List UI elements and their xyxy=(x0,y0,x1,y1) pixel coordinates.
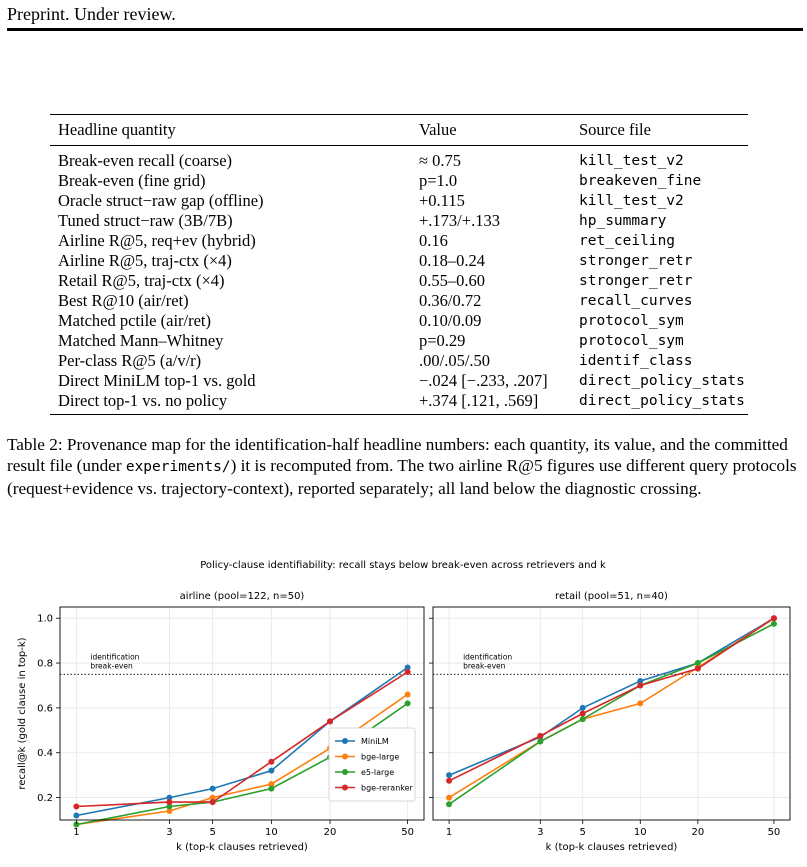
data-point-e5-large xyxy=(771,621,777,627)
data-point-bge-reranker xyxy=(637,682,643,688)
table-row xyxy=(50,146,748,172)
y-tick-label: 0.8 xyxy=(37,658,53,670)
data-point-bge-reranker xyxy=(327,718,333,724)
table-caption xyxy=(7,434,803,499)
panel-title: airline (pool=122, n=50) xyxy=(179,591,305,602)
data-point-bge-reranker xyxy=(210,799,216,805)
table-row xyxy=(50,371,748,391)
row-source: kill_test_v2 xyxy=(579,153,684,169)
row-quantity: Tuned struct−raw (3B/7B) xyxy=(58,211,233,230)
row-quantity: Direct top-1 vs. no policy xyxy=(50,391,419,415)
table-row xyxy=(50,271,748,291)
break-even-label: break-even xyxy=(463,661,506,671)
data-point-MiniLM xyxy=(580,705,586,711)
row-quantity: Oracle struct−raw gap (offline) xyxy=(58,191,264,210)
caption-text-2: ) it is recomputed from. The two airline R@5 figures use different query protocols (request+evidence vs. trajectory-context), reported separately; all land below the diagnostic crossing. xyxy=(7,456,797,498)
row-value: 0.16 xyxy=(419,231,448,250)
x-axis-label: k (top-k clauses retrieved) xyxy=(176,842,308,853)
provenance-table xyxy=(50,114,748,415)
x-tick-label: 20 xyxy=(323,827,337,838)
x-tick-label: 10 xyxy=(633,827,647,838)
row-source: protocol_sym xyxy=(579,313,684,329)
row-quantity: Break-even (fine grid) xyxy=(58,171,206,190)
series-line-MiniLM xyxy=(449,618,774,775)
data-point-MiniLM xyxy=(268,768,274,774)
y-tick-label: 0.6 xyxy=(37,703,53,715)
table-row xyxy=(50,231,748,251)
legend-marker-MiniLM xyxy=(342,738,348,744)
row-quantity: Direct MiniLM top-1 vs. gold xyxy=(58,371,256,390)
data-point-e5-large xyxy=(268,786,274,792)
legend-marker-bge-reranker xyxy=(342,785,348,791)
legend-label-MiniLM: MiniLM xyxy=(361,737,389,746)
x-tick-label: 3 xyxy=(537,827,544,838)
row-source: kill_test_v2 xyxy=(579,193,684,209)
data-point-e5-large xyxy=(580,716,586,722)
table-row xyxy=(50,291,748,311)
data-point-bge-reranker xyxy=(695,666,701,672)
row-value: 0.10/0.09 xyxy=(419,311,482,330)
data-point-bge-reranker xyxy=(166,799,172,805)
column-header-quantity: Headline quantity xyxy=(50,115,419,146)
x-tick-label: 5 xyxy=(579,827,586,838)
table-row xyxy=(50,251,748,271)
row-value: 0.18–0.24 xyxy=(419,251,485,270)
data-point-bge-reranker xyxy=(580,711,586,717)
x-tick-label: 3 xyxy=(166,827,173,838)
legend-marker-bge-large xyxy=(342,754,348,760)
legend-label-bge-large: bge-large xyxy=(361,752,400,762)
row-value: −.024 [−.233, .207] xyxy=(419,371,548,390)
row-source: ret_ceiling xyxy=(579,233,676,249)
row-quantity: Best R@10 (air/ret) xyxy=(58,291,189,310)
data-point-bge-reranker xyxy=(537,733,543,739)
row-quantity: Break-even recall (coarse) xyxy=(58,151,233,170)
data-point-MiniLM xyxy=(446,772,452,778)
row-source: breakeven_fine xyxy=(579,173,702,189)
row-value: +.374 [.121, .569] xyxy=(419,391,579,415)
data-point-bge-large xyxy=(405,691,411,697)
row-value: p=1.0 xyxy=(419,171,458,190)
table-row xyxy=(50,331,748,351)
legend-label-e5-large: e5-large xyxy=(361,768,395,777)
x-tick-label: 20 xyxy=(691,827,705,838)
row-source: identif_class xyxy=(579,353,693,369)
data-point-e5-large xyxy=(446,801,452,807)
break-even-label: identification xyxy=(463,652,513,662)
data-point-bge-large xyxy=(446,795,452,801)
data-point-e5-large xyxy=(537,739,543,745)
row-value: p=0.29 xyxy=(419,331,466,350)
caption-text-1: Table 2: Provenance map for the identification-half headline numbers: each quantity, its value, and the committed result file (under xyxy=(7,435,788,475)
x-tick-label: 50 xyxy=(401,827,414,838)
data-point-e5-large xyxy=(405,700,411,706)
data-point-bge-large xyxy=(637,700,643,706)
x-tick-label: 1 xyxy=(445,827,453,838)
data-point-e5-large xyxy=(695,660,701,666)
column-header-value: Value xyxy=(419,115,579,146)
x-tick-label: 10 xyxy=(264,827,278,838)
table-row xyxy=(50,311,748,331)
x-tick-label: 5 xyxy=(209,827,216,838)
row-quantity: Airline R@5, req+ev (hybrid) xyxy=(58,231,256,250)
running-header: Preprint. Under review. xyxy=(7,4,176,24)
row-source: hp_summary xyxy=(579,213,667,229)
header-rule xyxy=(7,28,803,31)
row-source: direct_policy_stats xyxy=(579,391,748,415)
series-line-bge-reranker xyxy=(449,618,774,781)
table-row xyxy=(50,211,748,231)
data-point-bge-reranker xyxy=(405,669,411,675)
x-tick-label: 1 xyxy=(73,827,80,838)
legend-label-bge-reranker: bge-reranker xyxy=(361,783,413,793)
data-point-bge-reranker xyxy=(268,759,274,765)
row-value: +0.115 xyxy=(419,191,465,210)
row-source: protocol_sym xyxy=(579,333,684,349)
table-body xyxy=(50,146,748,415)
x-axis-label: k (top-k clauses retrieved) xyxy=(545,842,678,853)
table-row xyxy=(50,391,748,415)
row-source: stronger_retr xyxy=(579,253,693,269)
y-tick-label: 1.0 xyxy=(37,613,53,625)
table-row xyxy=(50,191,748,211)
legend-marker-e5-large xyxy=(342,769,348,775)
y-axis-label: recall@k (gold clause in top-k) xyxy=(17,637,28,790)
row-value: +.173/+.133 xyxy=(419,211,500,230)
row-value: ≈ 0.75 xyxy=(419,151,462,170)
caption-code: experiments/ xyxy=(125,459,231,475)
y-tick-label: 0.2 xyxy=(37,793,53,805)
break-even-label: break-even xyxy=(90,661,133,671)
data-point-MiniLM xyxy=(210,786,216,792)
data-point-bge-reranker xyxy=(73,804,79,810)
figure-title: Policy-clause identifiability: recall stays below break-even across retrievers and k xyxy=(200,560,606,571)
data-point-bge-reranker xyxy=(771,615,777,621)
row-source: stronger_retr xyxy=(579,273,693,289)
data-point-MiniLM xyxy=(73,813,79,819)
row-quantity: Retail R@5, traj-ctx (×4) xyxy=(58,271,225,290)
panel-title: retail (pool=51, n=40) xyxy=(555,591,668,602)
row-value: .00/.05/.50 xyxy=(419,351,491,370)
row-value: 0.36/0.72 xyxy=(419,291,482,310)
recall-figure xyxy=(0,550,807,867)
data-point-bge-reranker xyxy=(446,778,452,784)
axes-frame xyxy=(433,607,790,820)
row-quantity: Per-class R@5 (a/v/r) xyxy=(58,351,202,370)
column-header-source: Source file xyxy=(579,115,748,146)
table-row xyxy=(50,171,748,191)
row-quantity: Matched Mann–Whitney xyxy=(58,331,224,350)
row-value: 0.55–0.60 xyxy=(419,271,485,290)
table-row xyxy=(50,351,748,371)
row-source: direct_policy_stats xyxy=(579,373,745,389)
x-tick-label: 50 xyxy=(767,827,781,838)
row-quantity: Matched pctile (air/ret) xyxy=(58,311,212,330)
y-tick-label: 0.4 xyxy=(37,748,53,760)
break-even-label: identification xyxy=(90,652,140,662)
row-source: recall_curves xyxy=(579,293,693,309)
row-quantity: Airline R@5, traj-ctx (×4) xyxy=(58,251,232,270)
